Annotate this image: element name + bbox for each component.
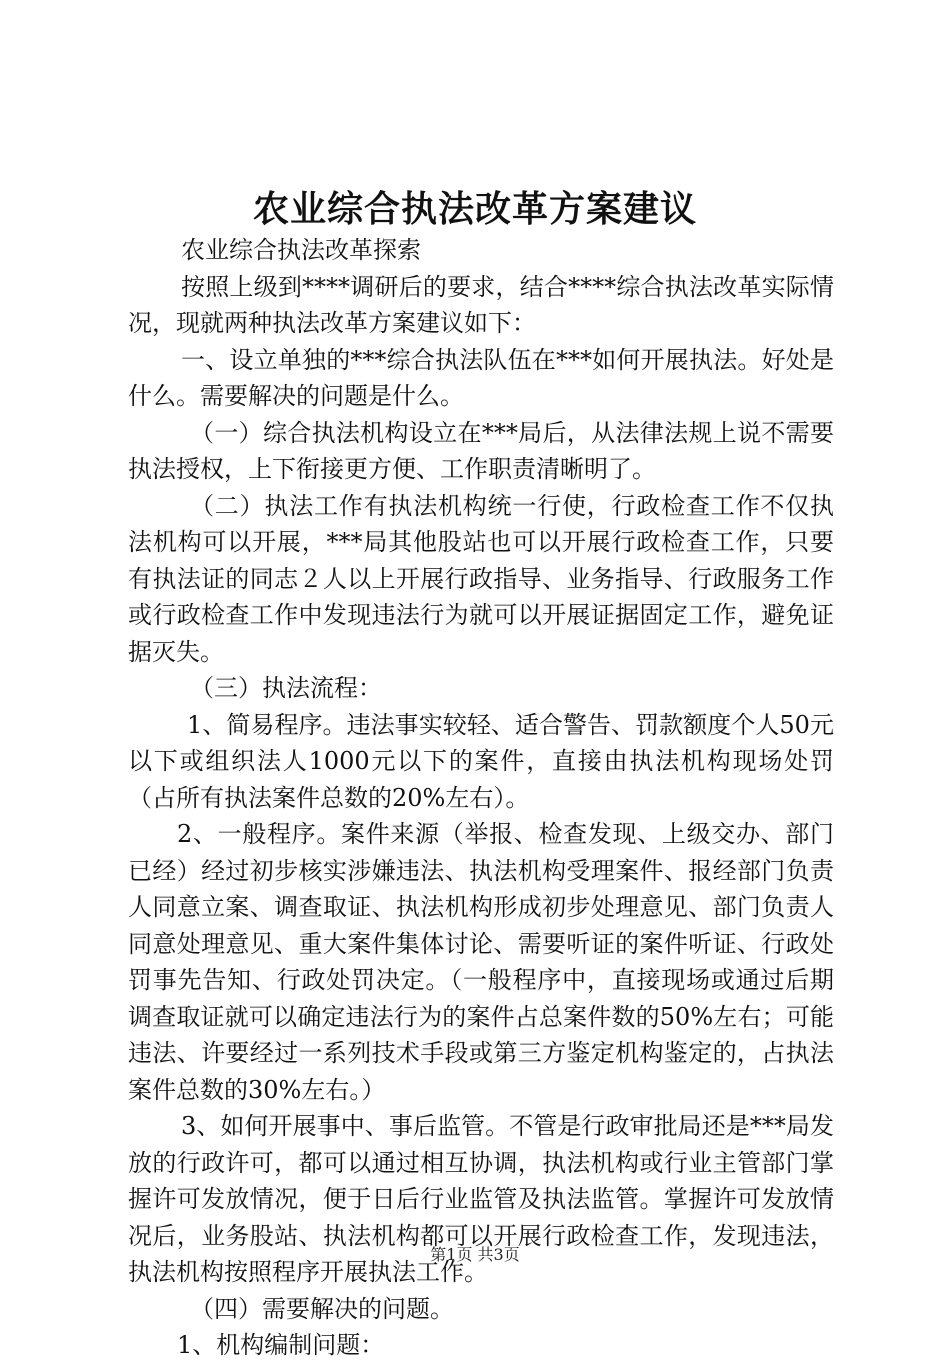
document-title: 农业综合执法改革方案建议 [252,188,697,230]
paragraph-supervision: 3、如何开展事中、事后监管。不管是行政审批局还是***局发放的行政许可，都可以通过相互协调，执法机构或行业主管部门掌握许可发放情况，便于日后行业监管及执法监管。掌握许可发放情况后，业务股站、执法机构都可以开展行政检查工作，发现违法，执法机构按照程序开展执法工作。 [128,1112,834,1286]
paragraph-intro: 按照上级到****调研后的要求，结合****综合执法改革实际情况，现就两种执法改革方案建议如下： [128,272,834,337]
paragraph-subtitle: 农业综合执法改革探索 [181,236,421,264]
paragraph-point-3: （三）执法流程： [190,674,382,702]
paragraph-section-1: 一、设立单独的***综合执法队伍在***如何开展执法。好处是什么。需要解决的问题是什么。 [128,345,834,410]
paragraph-simple-procedure: 1、简易程序。违法事实较轻、适合警告、罚款额度个人50元以下或组织法人1000元以下的案件，直接由执法机构现场处罚（占所有执法案件总数的20%左右）。 [128,710,834,812]
paragraph-point-4: （四）需要解决的问题。 [190,1294,454,1323]
paragraph-point-1: （一）综合执法机构设立在***局后，从法律法规上说不需要执法授权，上下衔接更方便、工作职责清晰明了。 [128,418,834,483]
paragraph-general-procedure: 2、一般程序。案件来源（举报、检查发现、上级交办、部门已经）经过初步核实涉嫌违法、执法机构受理案件、报经部门负责人同意立案、调查取证、执法机构形成初步处理意见、部门负责人同意处理意见、重大案件集体讨论、需要听证的案件听证、行政处罚事先告知、行政处罚决定。（一般程序中，直接现场或通过后期调查取证就可以确定违法行为的案件占总案件数的50%左右；可能违法、许要经过一系列技术手段或第三方鉴定机构鉴定的，占执法案件总数的30%左右。） [128,820,834,1104]
document-body [128,232,834,1364]
paragraph-point-2: （二）执法工作有执法机构统一行使，行政检查工作不仅执法机构可以开展，***局其他股站也可以开展行政检查工作，只要有执法证的同志２人以上开展行政指导、业务指导、行政服务工作或行政检查工作中发现违法行为就可以开展证据固定工作，避免证据灭失。 [128,491,834,666]
paragraph-organization: 1、机构编制问题： [177,1331,385,1359]
page-footer: 第1页 共3页 [430,1245,520,1264]
